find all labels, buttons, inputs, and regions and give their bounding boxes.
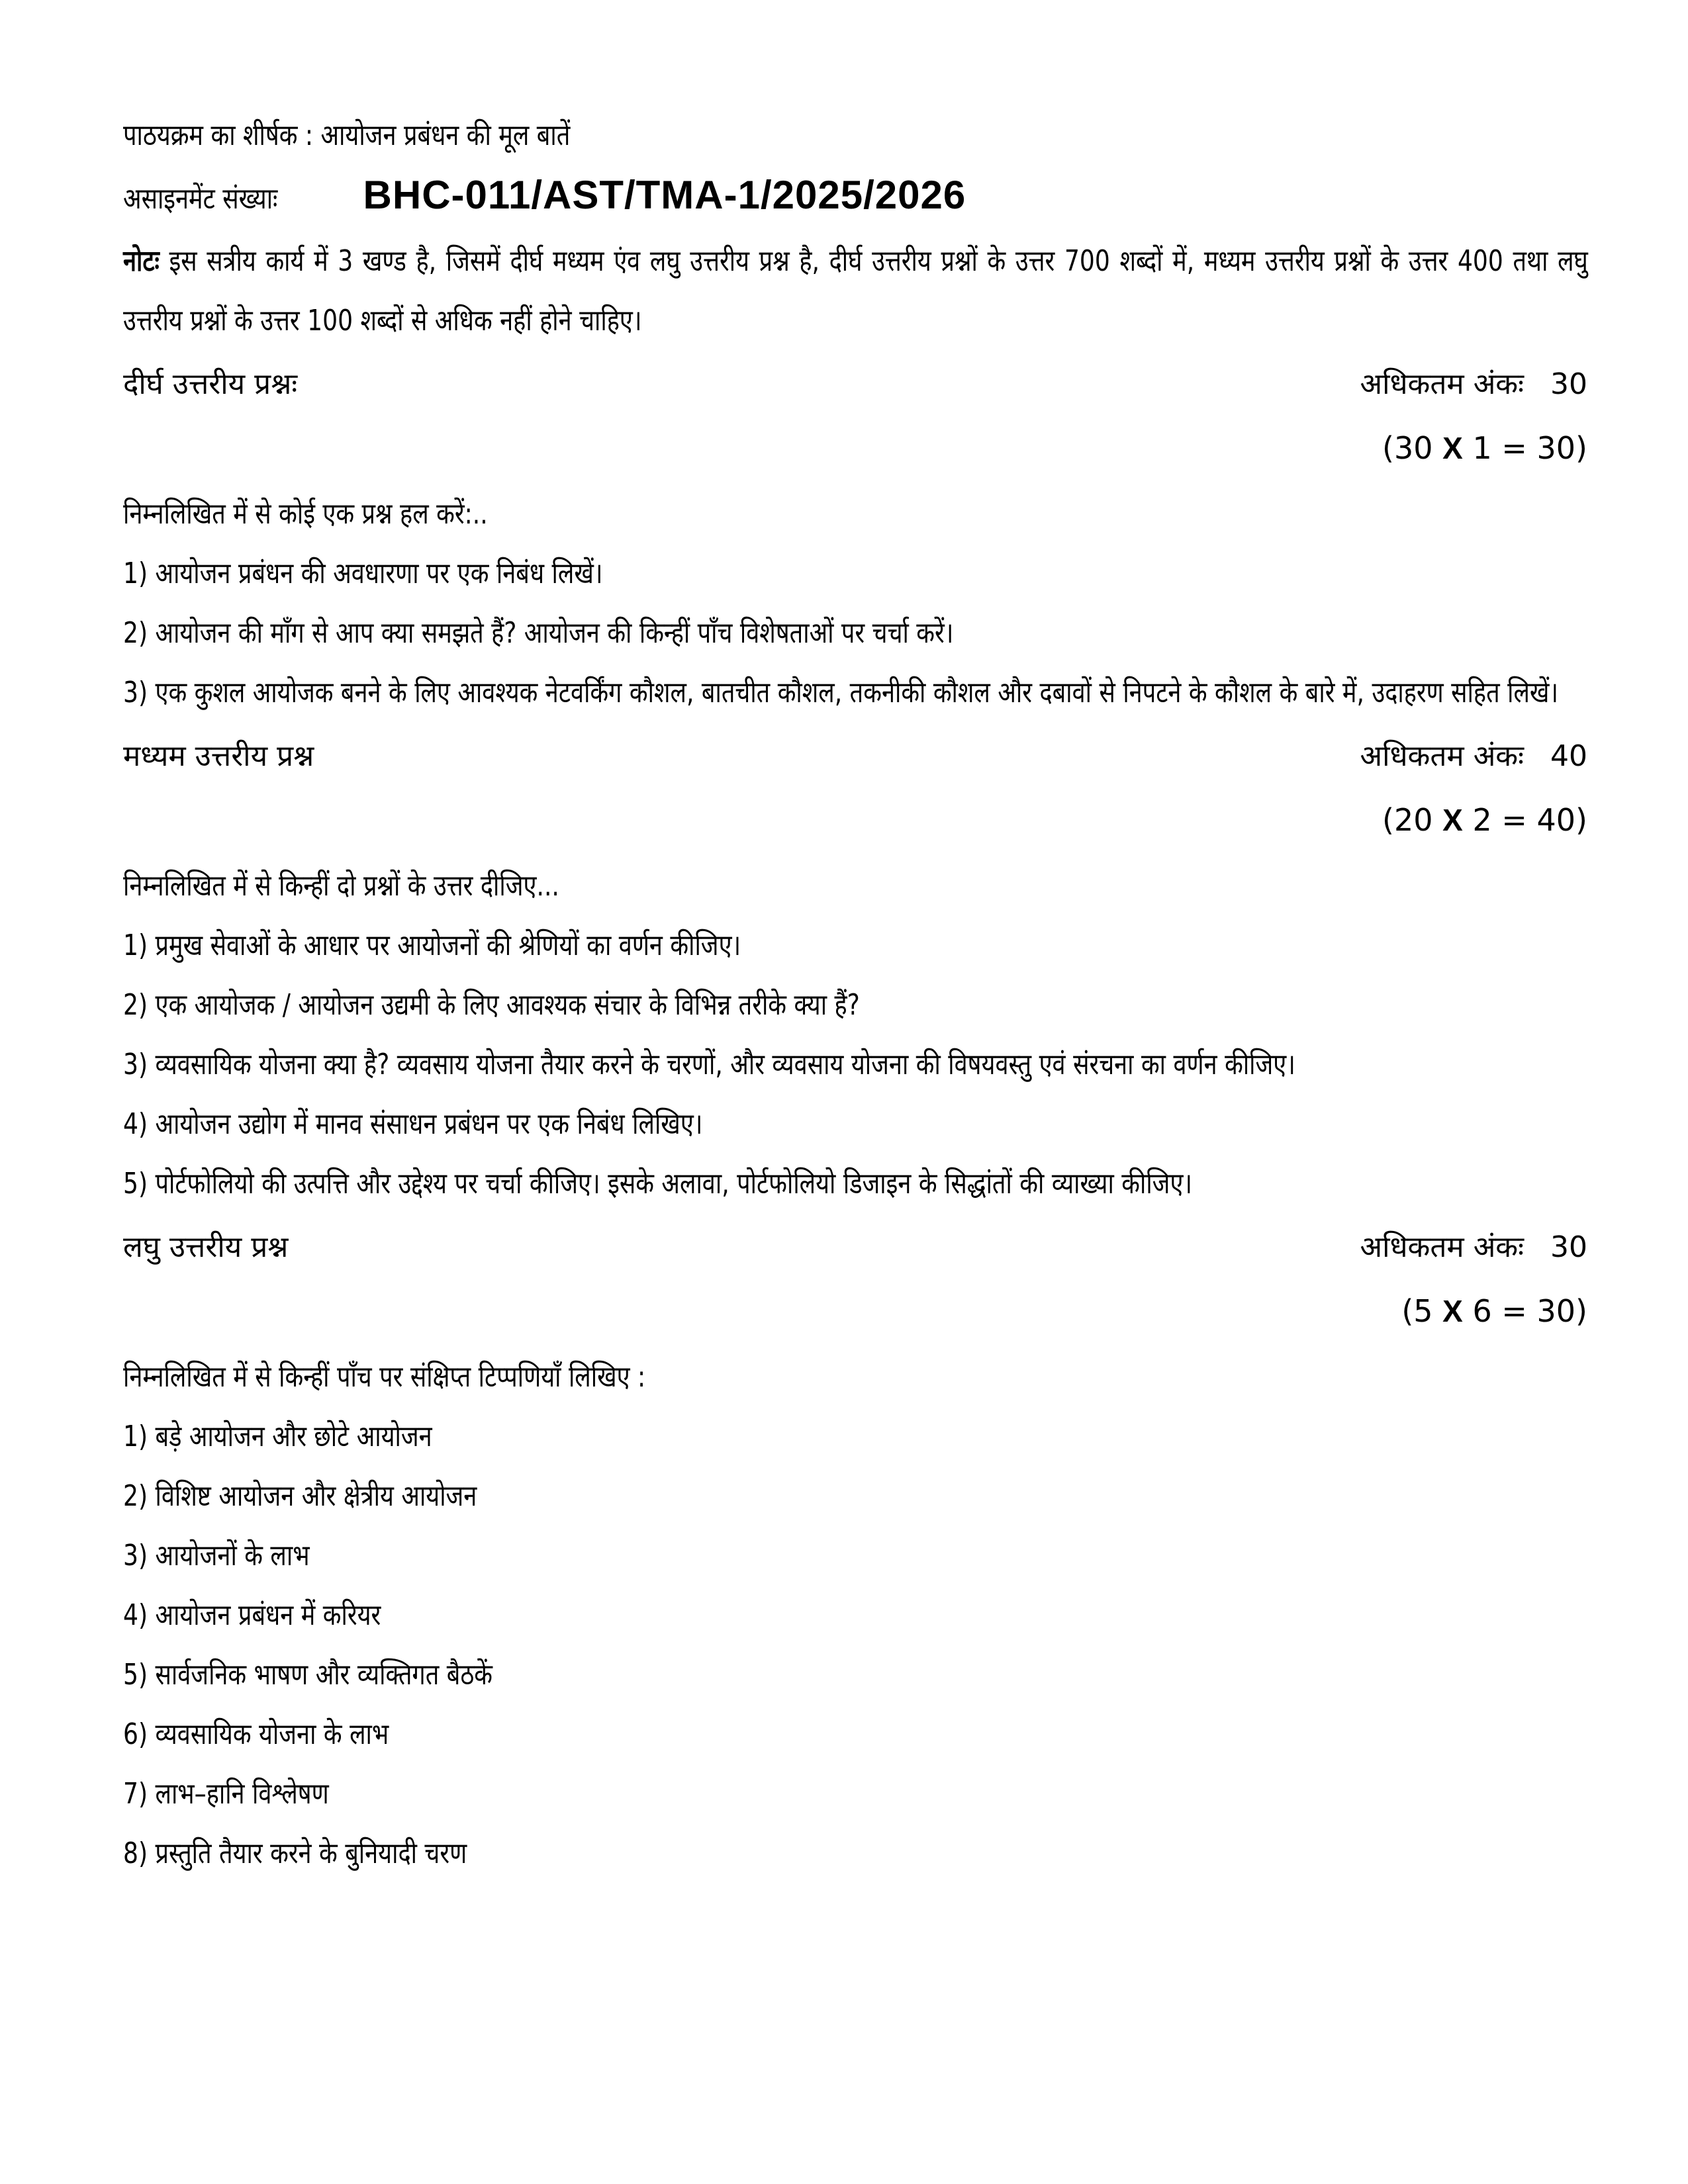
question-item: 2) एक आयोजक / आयोजन उद्यमी के लिए आवश्यक संचार के विभिन्न तरीके क्या हैं? <box>123 988 860 1022</box>
section-instruction: निम्नलिखित में से कोई एक प्रश्न हल करें:.. <box>123 497 488 531</box>
max-marks-value: 40 <box>1550 739 1587 773</box>
formula-close: 1 = 30) <box>1462 430 1587 466</box>
section-header-medium <box>123 727 1587 786</box>
section-header-long <box>123 355 1587 414</box>
marks-formula <box>123 418 1587 478</box>
max-marks <box>1360 355 1587 414</box>
formula-multiplier: X <box>1442 1294 1463 1328</box>
section-instruction: निम्नलिखित में से किन्हीं पाँच पर संक्षिप्त टिप्पणियाँ लिखिए : <box>123 1360 646 1394</box>
question-item: 5) पोर्टफोलियो की उत्पत्ति और उद्देश्य पर चर्चा कीजिए। इसके अलावा, पोर्टफोलियो डिजाइन के सिद्धांतों की व्याख्या कीजिए। <box>123 1167 1193 1201</box>
formula-open: (5 <box>1401 1293 1443 1329</box>
question-item: 2) विशिष्ट आयोजन और क्षेत्रीय आयोजन <box>123 1479 477 1513</box>
assignment-number-line <box>123 165 1587 229</box>
question-item: 5) सार्वजनिक भाषण और व्यक्तिगत बैठकें <box>123 1658 493 1692</box>
section-header-short <box>123 1218 1587 1277</box>
question-item: 4) आयोजन उद्योग में मानव संसाधन प्रबंधन पर एक निबंध लिखिए। <box>123 1107 703 1141</box>
assignment-number-label: असाइनमेंट संख्याः <box>123 182 278 216</box>
question-item: 7) लाभ–हानि विश्लेषण <box>123 1777 329 1811</box>
assignment-code: BHC-011/AST/TMA-1/2025/2026 <box>363 173 966 217</box>
question-item: 1) बड़े आयोजन और छोटे आयोजन <box>123 1420 432 1453</box>
note-paragraph <box>123 232 1588 351</box>
section-instruction: निम्नलिखित में से किन्हीं दो प्रश्नों के उत्तर दीजिए... <box>123 869 559 903</box>
question-item: 6) व्यवसायिक योजना के लाभ <box>123 1717 389 1751</box>
course-title-line: पाठयक्रम का शीर्षक : आयोजन प्रबंधन की मूल बातें <box>123 118 571 152</box>
note-label: नोटः <box>123 244 160 278</box>
max-marks <box>1360 727 1587 786</box>
formula-close: 2 = 40) <box>1462 802 1587 838</box>
formula-open: (20 <box>1382 802 1443 838</box>
max-marks-label: अधिकतम अंकः <box>1360 739 1524 773</box>
marks-formula <box>123 1281 1587 1341</box>
max-marks <box>1360 1218 1587 1277</box>
note-text: इस सत्रीय कार्य में 3 खण्ड है, जिसमें दीर्घ मध्यम एंव लघु उत्तरीय प्रश्न है, दीर्घ उत्तरीय प्रश्नों के उत्तर 700 शब्दों में, मध्यम उत्तरीय प्रश्नों के उत्तर 400 तथा लघु उत्तरीय प्रश्नों के उत्तर 100 शब्दों से अधिक नहीं होने चाहिए। <box>123 244 1588 338</box>
question-item: 3) एक कुशल आयोजक बनने के लिए आवश्यक नेटवर्किंग कौशल, बातचीत कौशल, तकनीकी कौशल और दबावों से निपटने के कौशल के बारे में, उदाहरण सहित लिखें। <box>123 676 1559 709</box>
max-marks-value: 30 <box>1550 1230 1587 1264</box>
question-item: 4) आयोजन प्रबंधन में करियर <box>123 1598 381 1632</box>
max-marks-value: 30 <box>1550 367 1587 401</box>
question-item: 1) प्रमुख सेवाओं के आधार पर आयोजनों की श्रेणियों का वर्णन कीजिए। <box>123 929 741 962</box>
question-item: 1) आयोजन प्रबंधन की अवधारणा पर एक निबंध लिखें। <box>123 557 603 590</box>
formula-multiplier: X <box>1442 803 1463 837</box>
question-item: 8) प्रस्तुति तैयार करने के बुनियादी चरण <box>123 1837 467 1870</box>
question-item: 3) आयोजनों के लाभ <box>123 1539 310 1572</box>
formula-close: 6 = 30) <box>1462 1293 1587 1329</box>
question-item: 2) आयोजन की माँग से आप क्या समझते हैं? आयोजन की किन्हीं पाँच विशेषताओं पर चर्चा करें। <box>123 616 954 650</box>
formula-multiplier: X <box>1442 431 1463 465</box>
section-heading: दीर्घ उत्तरीय प्रश्नः <box>123 367 298 401</box>
section-heading: लघु उत्तरीय प्रश्न <box>123 1230 289 1264</box>
max-marks-label: अधिकतम अंकः <box>1360 367 1524 401</box>
max-marks-label: अधिकतम अंकः <box>1360 1230 1524 1264</box>
question-item: 3) व्यवसायिक योजना क्या है? व्यवसाय योजना तैयार करने के चरणों, और व्यवसाय योजना की विषयवस्तु एवं संरचना का वर्णन कीजिए। <box>123 1048 1295 1081</box>
formula-open: (30 <box>1382 430 1443 466</box>
section-heading: मध्यम उत्तरीय प्रश्न <box>123 739 314 773</box>
marks-formula <box>123 790 1587 850</box>
